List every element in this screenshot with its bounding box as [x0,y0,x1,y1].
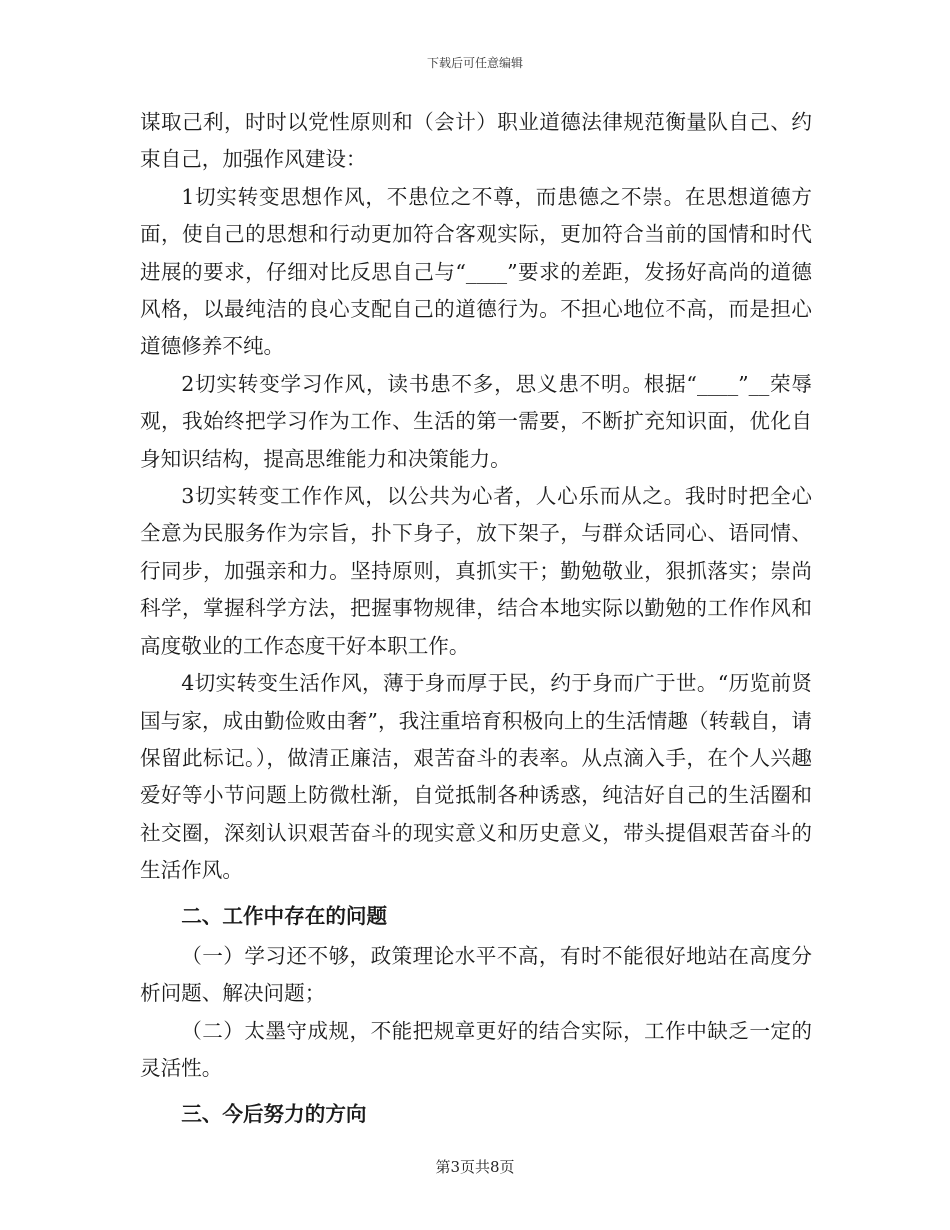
section-heading-direction: 三、今后努力的方向 [181,1101,367,1126]
problem-item-2: （二）太墨守成规，不能把规章更好的结合实际，工作中缺乏一定的灵活性。 [140,1018,812,1081]
problem-item-1: （一）学习还不够，政策理论水平不高，有时不能很好地站在高度分析问题、解决问题； [140,943,812,1006]
section-heading-problems: 二、工作中存在的问题 [181,903,388,928]
paragraph-work-style: 3切实转变工作作风，以公共为心者，人心乐而从之。我时时把全心全意为民服务作为宗旨，扑下身子，放下架子，与群众话同心、语同情、行同步，加强亲和力。坚持原则，真抓实干；勤勉敬业，狠抓落实；崇尚科学，掌握科学方法，把握事物规律，结合本地实际以勤勉的工作作风和高度敬业的工作态度干好本职工作。 [140,484,812,658]
page-header: 下载后可任意编辑 [426,56,523,70]
paragraph-life-style: 4切实转变生活作风，薄于身而厚于民，约于身而广于世。“历览前贤国与家，成由勤俭败由奢”，我注重培育积极向上的生活情趣（转载自，请保留此标记。），做清正廉洁，艰苦奋斗的表率。从点滴入手，在个人兴趣爱好等小节问题上防微杜渐，自觉抵制各种诱惑，纯洁好自己的生活圈和社交圈，深刻认识艰苦奋斗的现实意义和历史意义，带头提倡艰苦奋斗的生活作风。 [140,671,812,883]
document-body [140,104,812,1136]
page-number: 第3页共8页 [435,1158,515,1176]
paragraph-thinking-style: 1切实转变思想作风，不患位之不尊，而患德之不崇。在思想道德方面，使自己的思想和行动更加符合客观实际，更加符合当前的国情和时代进展的要求，仔细对比反思自己与“____”要求的差距，发扬好高尚的道德风格，以最纯洁的良心支配自己的道德行为。不担心地位不高，而是担心道德修养不纯。 [140,184,812,359]
paragraph-study-style: 2切实转变学习作风，读书患不多，思义患不明。根据“____”__荣辱观，我始终把学习作为工作、生活的第一需要，不断扩充知识面，优化自身知识结构，提高思维能力和决策能力。 [140,371,812,471]
paragraph-continuation: 谋取己利，时时以党性原则和（会计）职业道德法律规范衡量队自己、约束自己，加强作风建设： [140,110,812,172]
